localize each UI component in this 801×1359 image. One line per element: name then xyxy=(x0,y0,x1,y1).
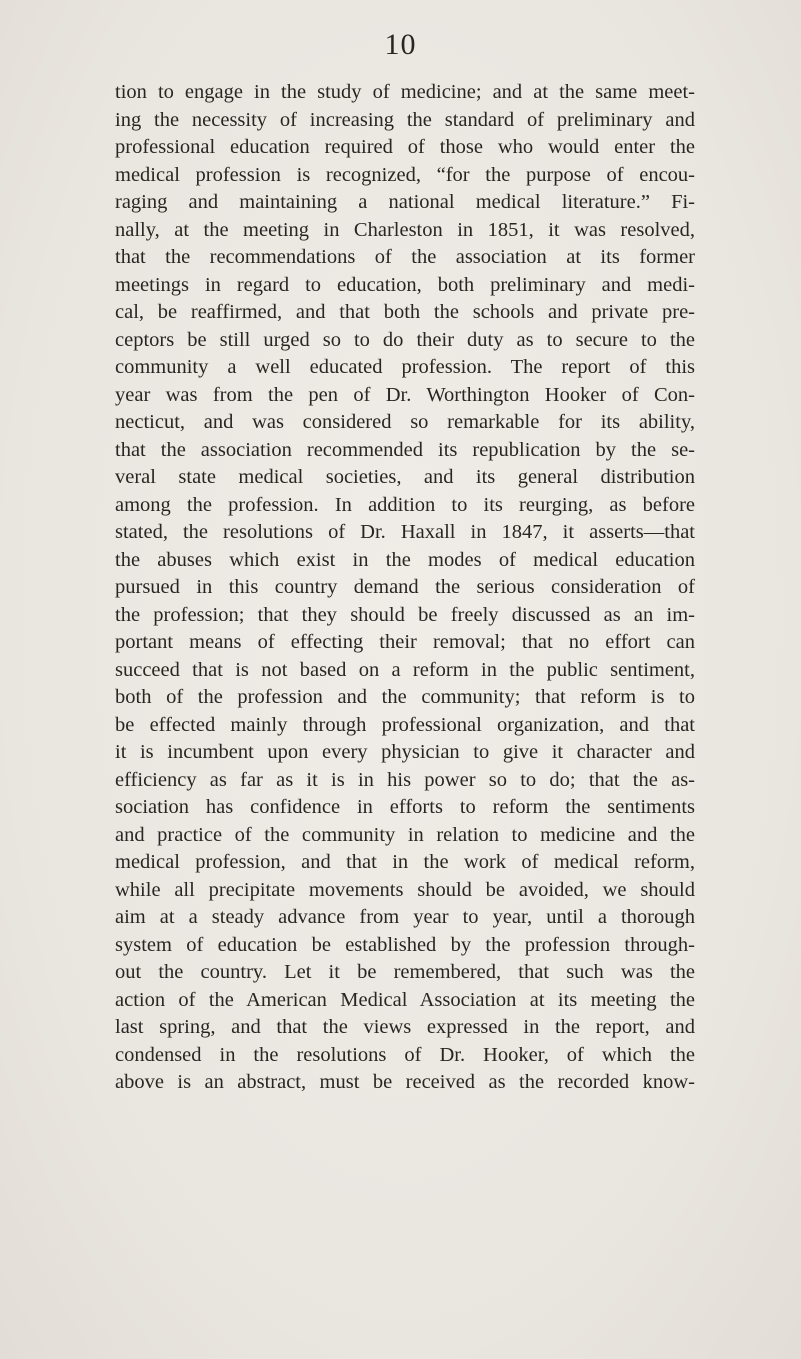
text-line: year was from the pen of Dr. Worthington Hooker of Con- xyxy=(115,383,695,406)
text-line: ing the necessity of increasing the standard of preliminary and xyxy=(115,108,695,131)
text-line: action of the American Medical Association at its meeting the xyxy=(115,988,695,1011)
page-number: 10 xyxy=(384,28,417,61)
text-line: the abuses which exist in the modes of medical education xyxy=(115,548,695,571)
text-line: medical profession is recognized, “for the purpose of encou- xyxy=(115,163,695,186)
text-line: community a well educated profession. The report of this xyxy=(115,356,695,378)
text-line: the profession; that they should be freely discussed as an im- xyxy=(115,603,695,626)
text-line: aim at a steady advance from year to year, until a thorough xyxy=(115,906,695,928)
text-line: necticut, and was considered so remarkable for its ability, xyxy=(115,411,695,433)
text-line: tion to engage in the study of medicine; and at the same meet- xyxy=(115,81,695,103)
text-line: cal, be reaffirmed, and that both the schools and private pre- xyxy=(115,301,695,323)
text-line: system of education be established by the profession through- xyxy=(115,933,695,956)
text-line: raging and maintaining a national medical literature.” Fi- xyxy=(115,191,695,213)
text-line: above is an abstract, must be received as the recorded know- xyxy=(115,1071,695,1093)
text-line: meetings in regard to education, both preliminary and medi- xyxy=(115,273,695,296)
text-line: among the profession. In addition to its reurging, as before xyxy=(115,493,695,516)
text-line: pursued in this country demand the serious consideration of xyxy=(115,576,695,598)
text-line: that the association recommended its republication by the se- xyxy=(115,438,695,461)
text-line: professional education required of those who would enter the xyxy=(115,136,695,158)
text-line: that the recommendations of the association at its former xyxy=(115,246,695,268)
text-line: medical profession, and that in the work of medical reform, xyxy=(115,851,695,873)
text-line: nally, at the meeting in Charleston in 1851, it was resolved, xyxy=(115,218,695,241)
text-line: condensed in the resolutions of Dr. Hooker, of which the xyxy=(115,1043,695,1066)
text-line: ceptors be still urged so to do their duty as to secure to the xyxy=(115,328,695,351)
text-line: out the country. Let it be remembered, that such was the xyxy=(115,961,695,983)
text-line: stated, the resolutions of Dr. Haxall in 1847, it asserts—that xyxy=(115,521,695,543)
text-line: portant means of effecting their removal; that no effort can xyxy=(115,631,695,653)
text-line: veral state medical societies, and its general distribution xyxy=(115,466,695,488)
body-text xyxy=(115,79,695,1097)
text-line: be effected mainly through professional organization, and that xyxy=(115,713,695,736)
text-line: last spring, and that the views expressed in the report, and xyxy=(115,1016,695,1038)
text-line: while all precipitate movements should be avoided, we should xyxy=(115,878,695,901)
text-line: sociation has confidence in efforts to reform the sentiments xyxy=(115,796,695,818)
text-line: it is incumbent upon every physician to give it character and xyxy=(115,741,695,763)
text-line: efficiency as far as it is in his power so to do; that the as- xyxy=(115,768,695,791)
text-line: succeed that is not based on a reform in the public sentiment, xyxy=(115,658,695,681)
text-line: and practice of the community in relation to medicine and the xyxy=(115,823,695,846)
text-line: both of the profession and the community; that reform is to xyxy=(115,686,695,708)
